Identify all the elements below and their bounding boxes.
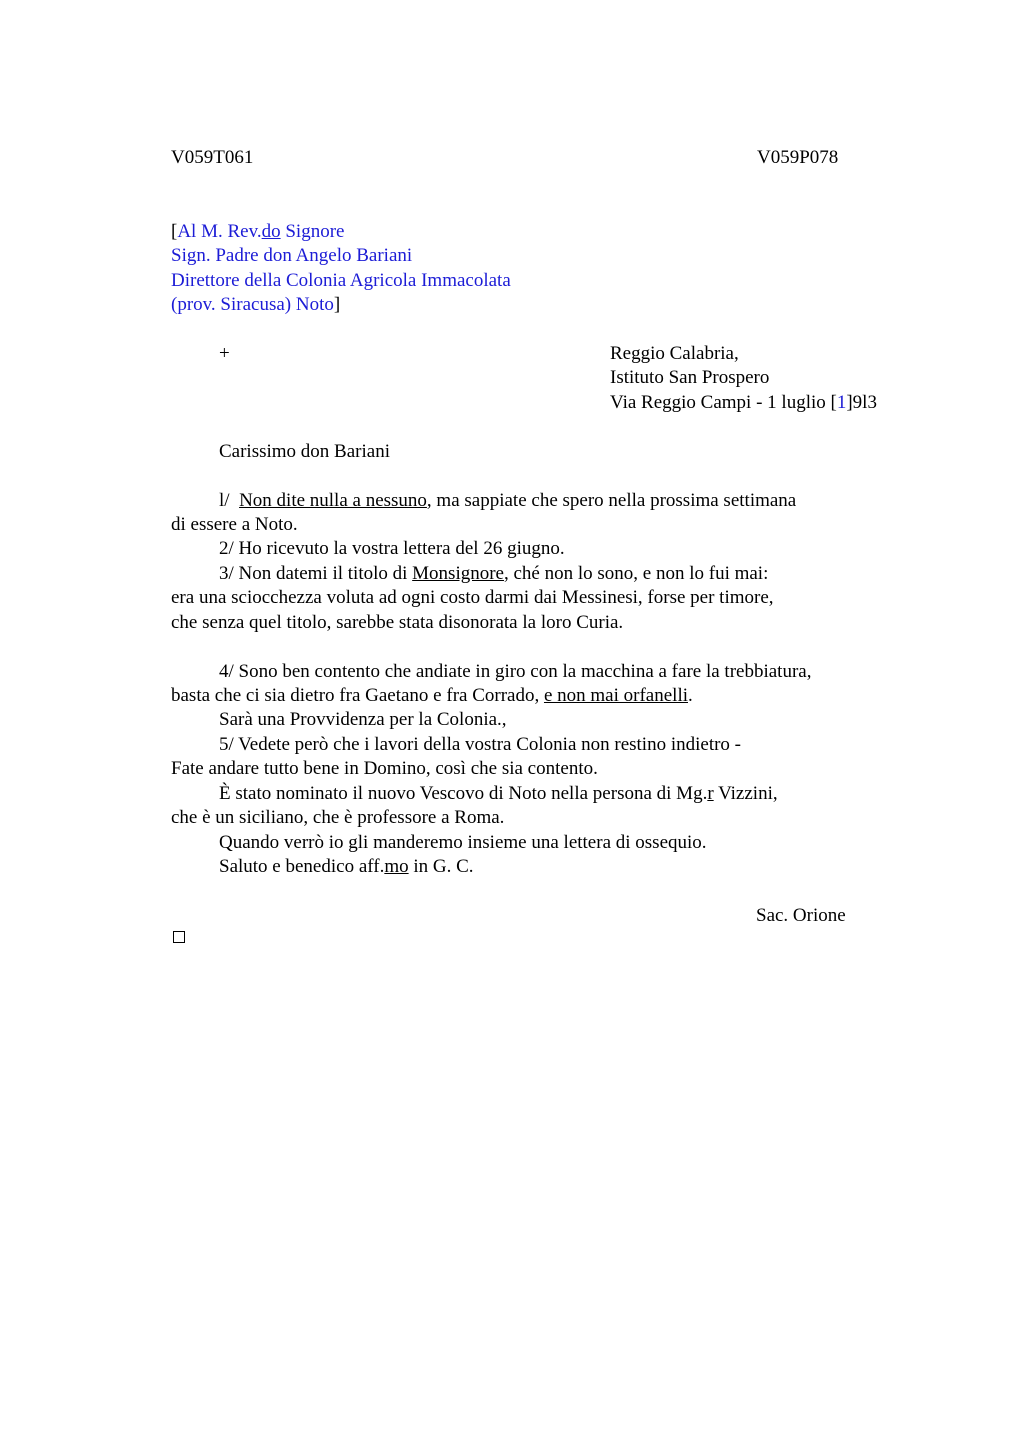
cross-symbol: + xyxy=(219,343,230,364)
address-title: Al M. Rev. xyxy=(177,221,262,242)
text-run: Saluto e benedico aff. xyxy=(219,856,385,877)
bracket-close: ] xyxy=(333,294,341,315)
address-title-end: Signore xyxy=(280,221,345,242)
paragraph-2: 2/ Ho ricevuto la vostra lettera del 26 giugno. xyxy=(219,538,565,559)
underlined-phrase: Monsignore xyxy=(412,563,504,584)
underlined-phrase: e non mai orfanelli xyxy=(543,685,688,706)
place-line-2: Istituto San Prospero xyxy=(610,367,770,388)
address-line-3: Direttore della Colonia Agricola Immacolata xyxy=(171,270,511,291)
paragraph-4-line-2 xyxy=(171,684,693,708)
text-run: È stato nominato il nuovo Vescovo di Noto nella persona di Mg. xyxy=(219,783,708,804)
text-run: . xyxy=(688,685,693,706)
paragraph-3-line-1 xyxy=(219,562,768,586)
paragraph-3-line-2: era una sciocchezza voluta ad ogni costo darmi dai Messinesi, forse per timore, xyxy=(171,587,774,608)
paragraph-4-line-3: Sarà una Provvidenza per la Colonia., xyxy=(219,709,507,730)
square-mark-icon xyxy=(173,931,185,943)
document-code-right: V059P078 xyxy=(757,147,839,168)
text-run: in G. C. xyxy=(408,856,474,877)
text-run: , ché non lo sono, e non lo fui mai: xyxy=(503,563,769,584)
paragraph-5-line-1: 5/ Vedete però che i lavori della vostra Colonia non restino indietro - xyxy=(219,734,742,755)
signature: Sac. Orione xyxy=(756,905,846,926)
address-title-superscript: do xyxy=(261,221,281,242)
paragraph-6-line-1 xyxy=(219,782,778,806)
underlined-abbreviation: r xyxy=(707,783,714,804)
address-place: (prov. Siracusa) Noto xyxy=(171,294,334,315)
address-line-4 xyxy=(171,293,340,317)
text-run: , ma sappiate che spero nella prossima settimana xyxy=(426,490,797,511)
address-line-2: Sign. Padre don Angelo Bariani xyxy=(171,245,413,266)
paragraph-8 xyxy=(219,855,474,879)
date-insert: 1 xyxy=(836,392,847,413)
bracket-open: [ xyxy=(171,221,178,242)
item-number: l/ xyxy=(219,490,240,511)
underlined-abbreviation: mo xyxy=(384,856,409,877)
text-run: basta che ci sia dietro fra Gaetano e fra Corrado, xyxy=(171,685,544,706)
text-run: 3/ Non datemi il titolo di xyxy=(219,563,413,584)
date-year: ]9l3 xyxy=(846,392,877,413)
place-line-1: Reggio Calabria, xyxy=(610,343,739,364)
paragraph-4-line-1: 4/ Sono ben contento che andiate in giro con la macchina a fare la trebbiatura, xyxy=(219,661,812,682)
underlined-phrase: Non dite nulla a nessuno xyxy=(239,490,427,511)
paragraph-7: Quando verrò io gli manderemo insieme una lettera di ossequio. xyxy=(219,832,707,853)
salutation: Carissimo don Bariani xyxy=(219,441,390,462)
document-code-left: V059T061 xyxy=(171,147,254,168)
paragraph-5-line-2: Fate andare tutto bene in Domino, così che sia contento. xyxy=(171,758,598,779)
paragraph-1-line-2: di essere a Noto. xyxy=(171,514,298,535)
place-line-3 xyxy=(610,391,877,415)
text-run: Vizzini, xyxy=(713,783,778,804)
paragraph-3-line-3: che senza quel titolo, sarebbe stata disonorata la loro Curia. xyxy=(171,612,624,633)
address-line-1 xyxy=(171,220,344,244)
date-text: Via Reggio Campi - 1 luglio [ xyxy=(610,392,837,413)
paragraph-1-line-1 xyxy=(219,489,796,513)
paragraph-6-line-2: che è un siciliano, che è professore a Roma. xyxy=(171,807,505,828)
